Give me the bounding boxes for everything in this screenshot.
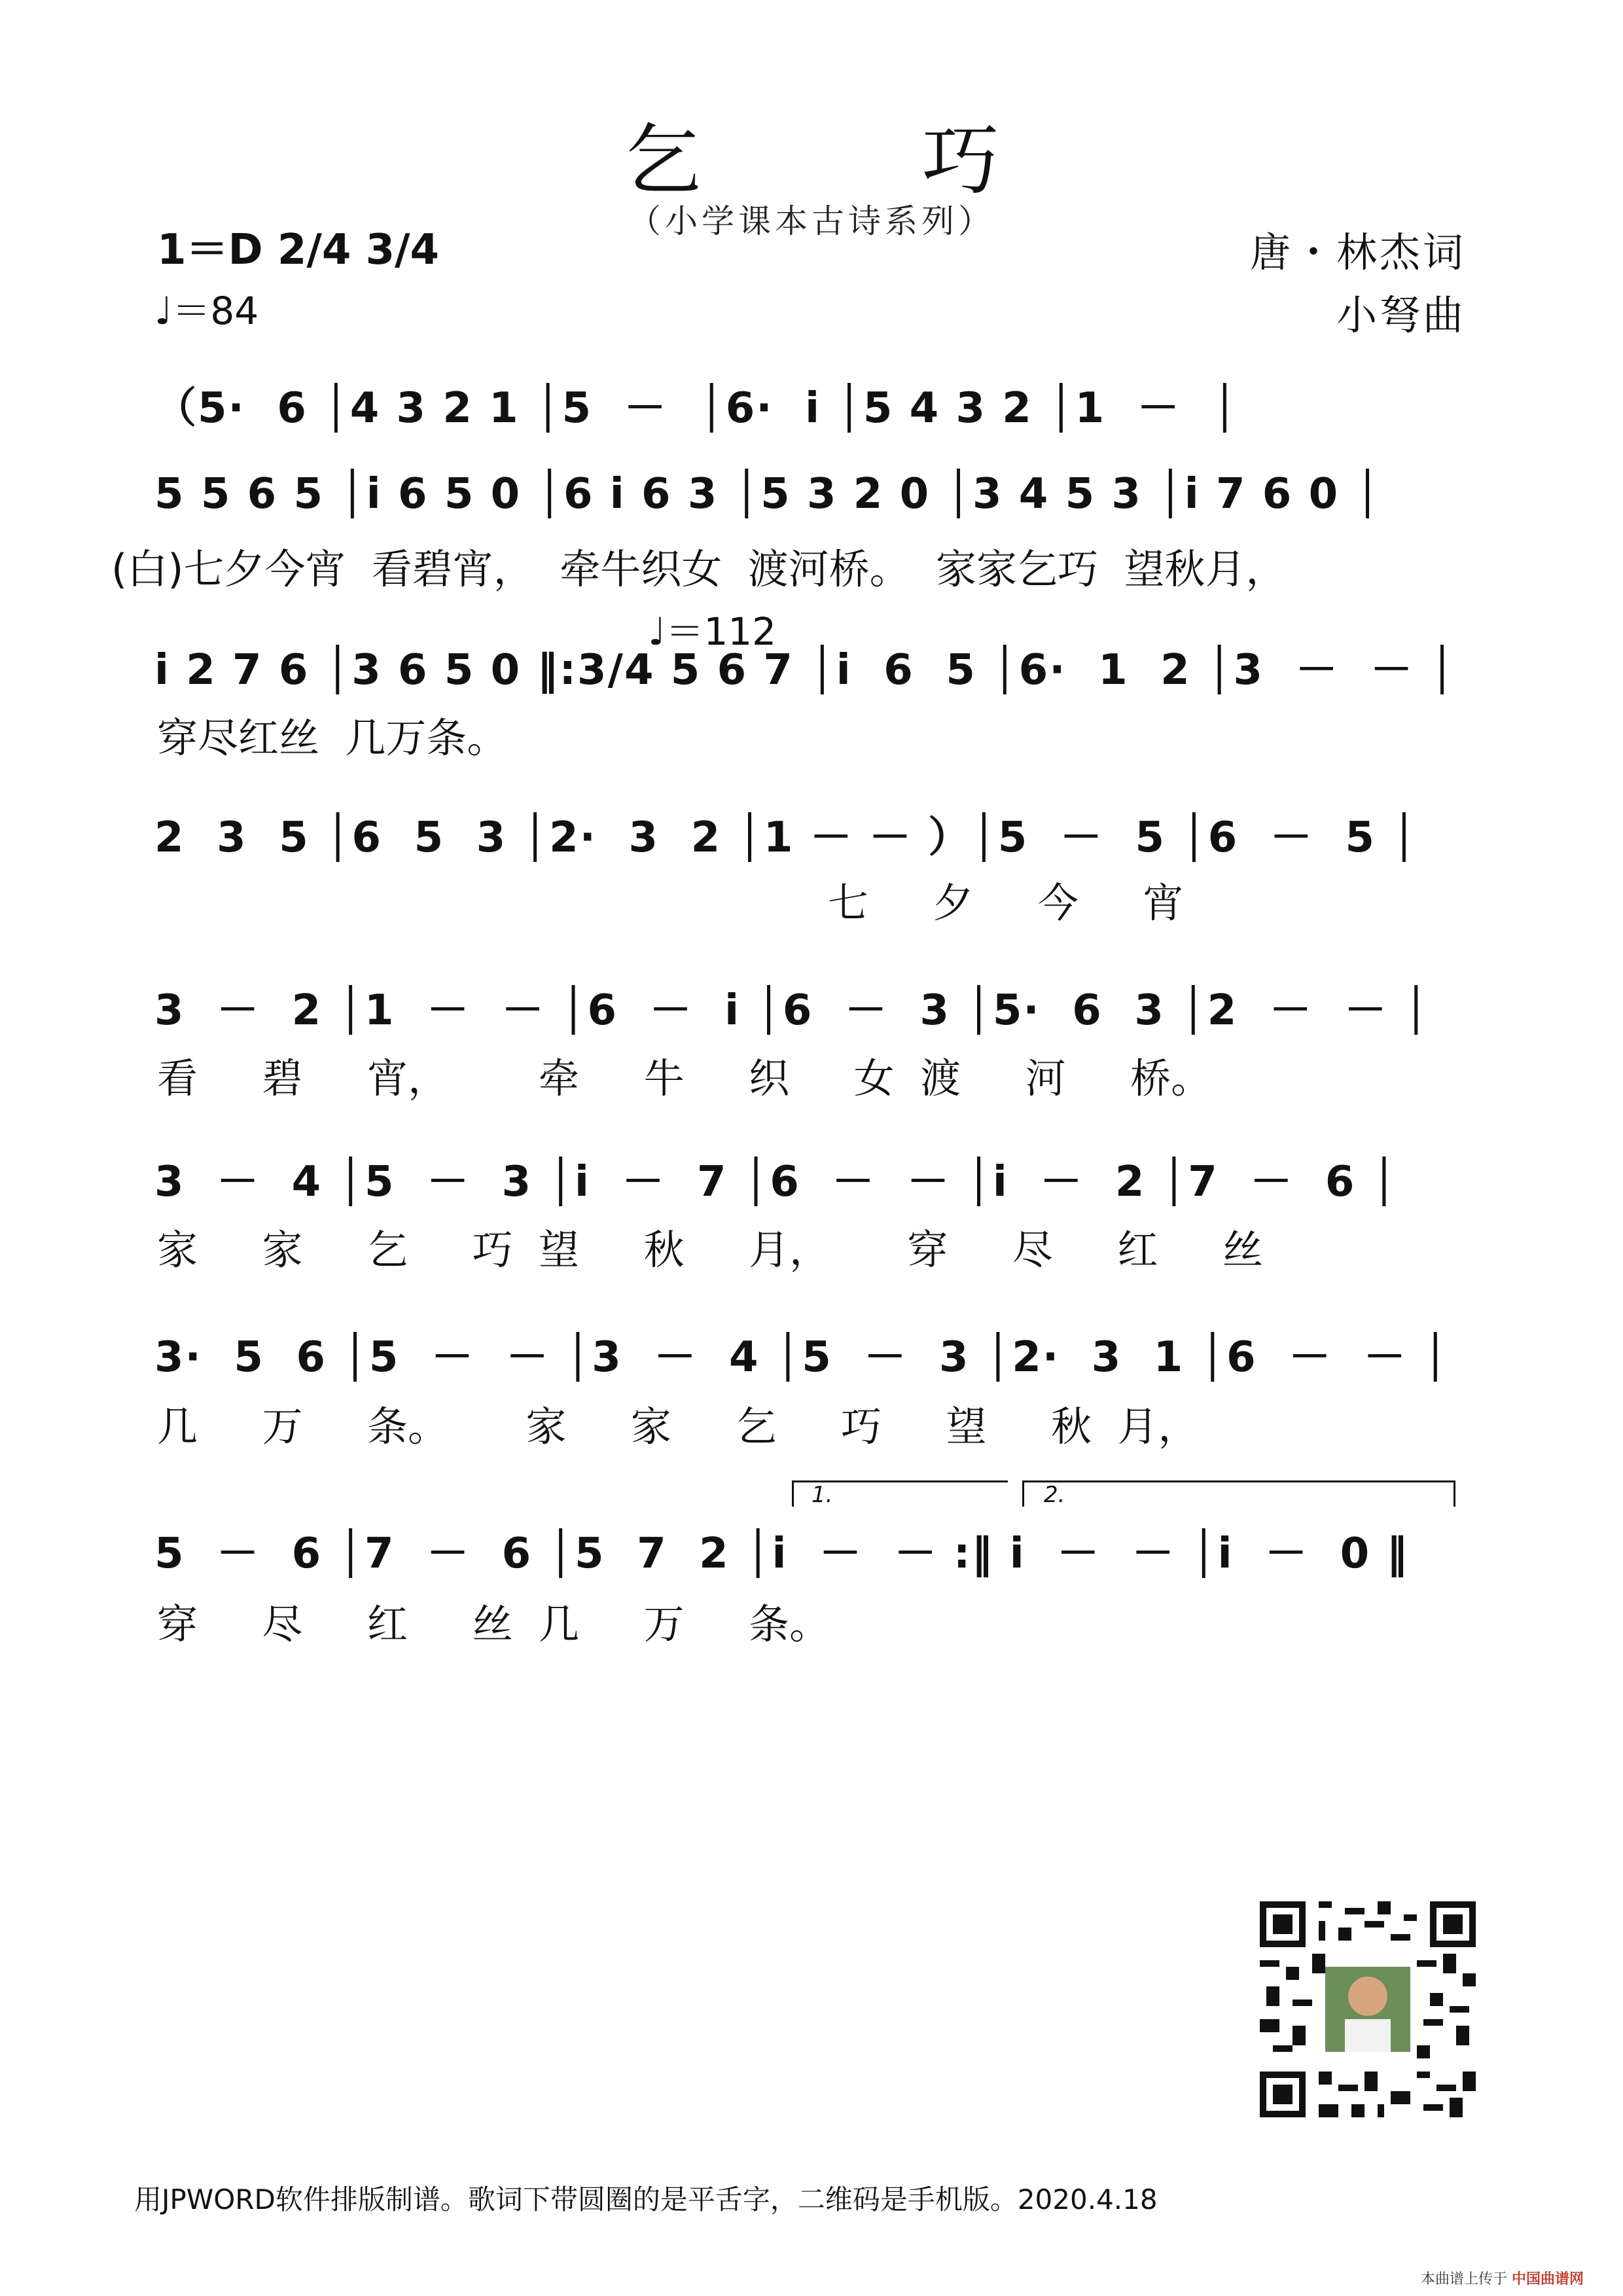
footer-note: 用JPWORD软件排版制谱。歌词下带圆圈的是平舌字，二维码是手机版。2020.4.18 [134, 2183, 1158, 2215]
corner-note-text: 本曲谱上传于 [1420, 2271, 1507, 2287]
tempo-marking: ♩＝84 [154, 289, 259, 333]
volta-2-bracket [1022, 1480, 1455, 1482]
score-row-8-notes: 5 － 6 │7 － 6 │5 7 2 │i － － :‖ i － － │i － 0 ‖ [154, 1530, 1409, 1578]
volta-2-left [1022, 1480, 1024, 1507]
subtitle: （小学课本古诗系列） [628, 202, 995, 240]
volta-1-label: 1. [812, 1482, 833, 1508]
score-row-7-notes: 3· 5 6 │5 － － │3 － 4 │5 － 3 │2· 3 1 │6 － － │ [154, 1333, 1450, 1382]
credits [1250, 221, 1466, 347]
corner-brand: 中国曲谱网 [1511, 2271, 1584, 2287]
score-row-2-notes: 5 5 6 5 │i 6 5 0 │6 i 6 3 │5 3 2 0 │3 4 5 3 │i 7 6 0 │ [154, 470, 1382, 518]
qr-code-icon [1260, 1901, 1476, 2117]
volta-1-left [792, 1480, 794, 1507]
score-row-7-lyrics: 几 万 条。 家 家 乞 巧 望 秋 月， [157, 1403, 1199, 1450]
score-row-4-notes: 2 3 5 │6 5 3 │2· 3 2 │1 － － ）│5 － 5 │6 － 5 │ [154, 814, 1418, 862]
score-row-5-lyrics: 看 碧 宵， 牵 牛 织 女 渡 河 桥。 [157, 1054, 1212, 1102]
score-row-6-lyrics: 家 家 乞 巧 望 秋 月， 穿 尽 红 丝 [157, 1226, 1263, 1274]
volta-2-right [1454, 1480, 1455, 1507]
corner-note [1421, 2268, 1584, 2288]
lyricist-credit: 唐・林杰词 [1249, 228, 1466, 276]
tempo-change: ♩＝112 [648, 609, 777, 654]
score-row-3-lyrics: 穿尽红丝 几万条。 [157, 714, 508, 762]
volta-2-label: 2. [1044, 1482, 1065, 1508]
score-row-2-lyrics: (白)七夕今宵 看碧宵， 牵牛织女 渡河桥。 家家乞巧 望秋月， [111, 545, 1287, 593]
score-row-6-notes: 3 － 4 │5 － 3 │i － 7 │6 － － │i － 2 │7 － 6 │ [154, 1158, 1399, 1206]
score-row-4-lyrics: 七 夕 今 宵 [157, 879, 1184, 927]
score-row-1-notes: （5· 6 │4 3 2 1 │5 － │6· i │5 4 3 2 │1 － │ [154, 384, 1239, 433]
key-signature: 1＝D 2/4 3/4 [157, 226, 440, 274]
score-row-5-notes: 3 － 2 │1 － － │6 － i │6 － 3 │5· 6 3 │2 － － │ [154, 986, 1431, 1035]
composer-credit: 小弩曲 [1336, 291, 1466, 339]
score-row-3-notes: i 2 7 6 │3 6 5 0 ‖:3/4 5 6 7 │i 6 5 │6· 1 2 │3 － － │ [154, 646, 1456, 694]
page-title: 乞 巧 [624, 115, 1097, 206]
score-row-8-lyrics: 穿 尽 红 丝 几 万 条。 [157, 1600, 830, 1648]
